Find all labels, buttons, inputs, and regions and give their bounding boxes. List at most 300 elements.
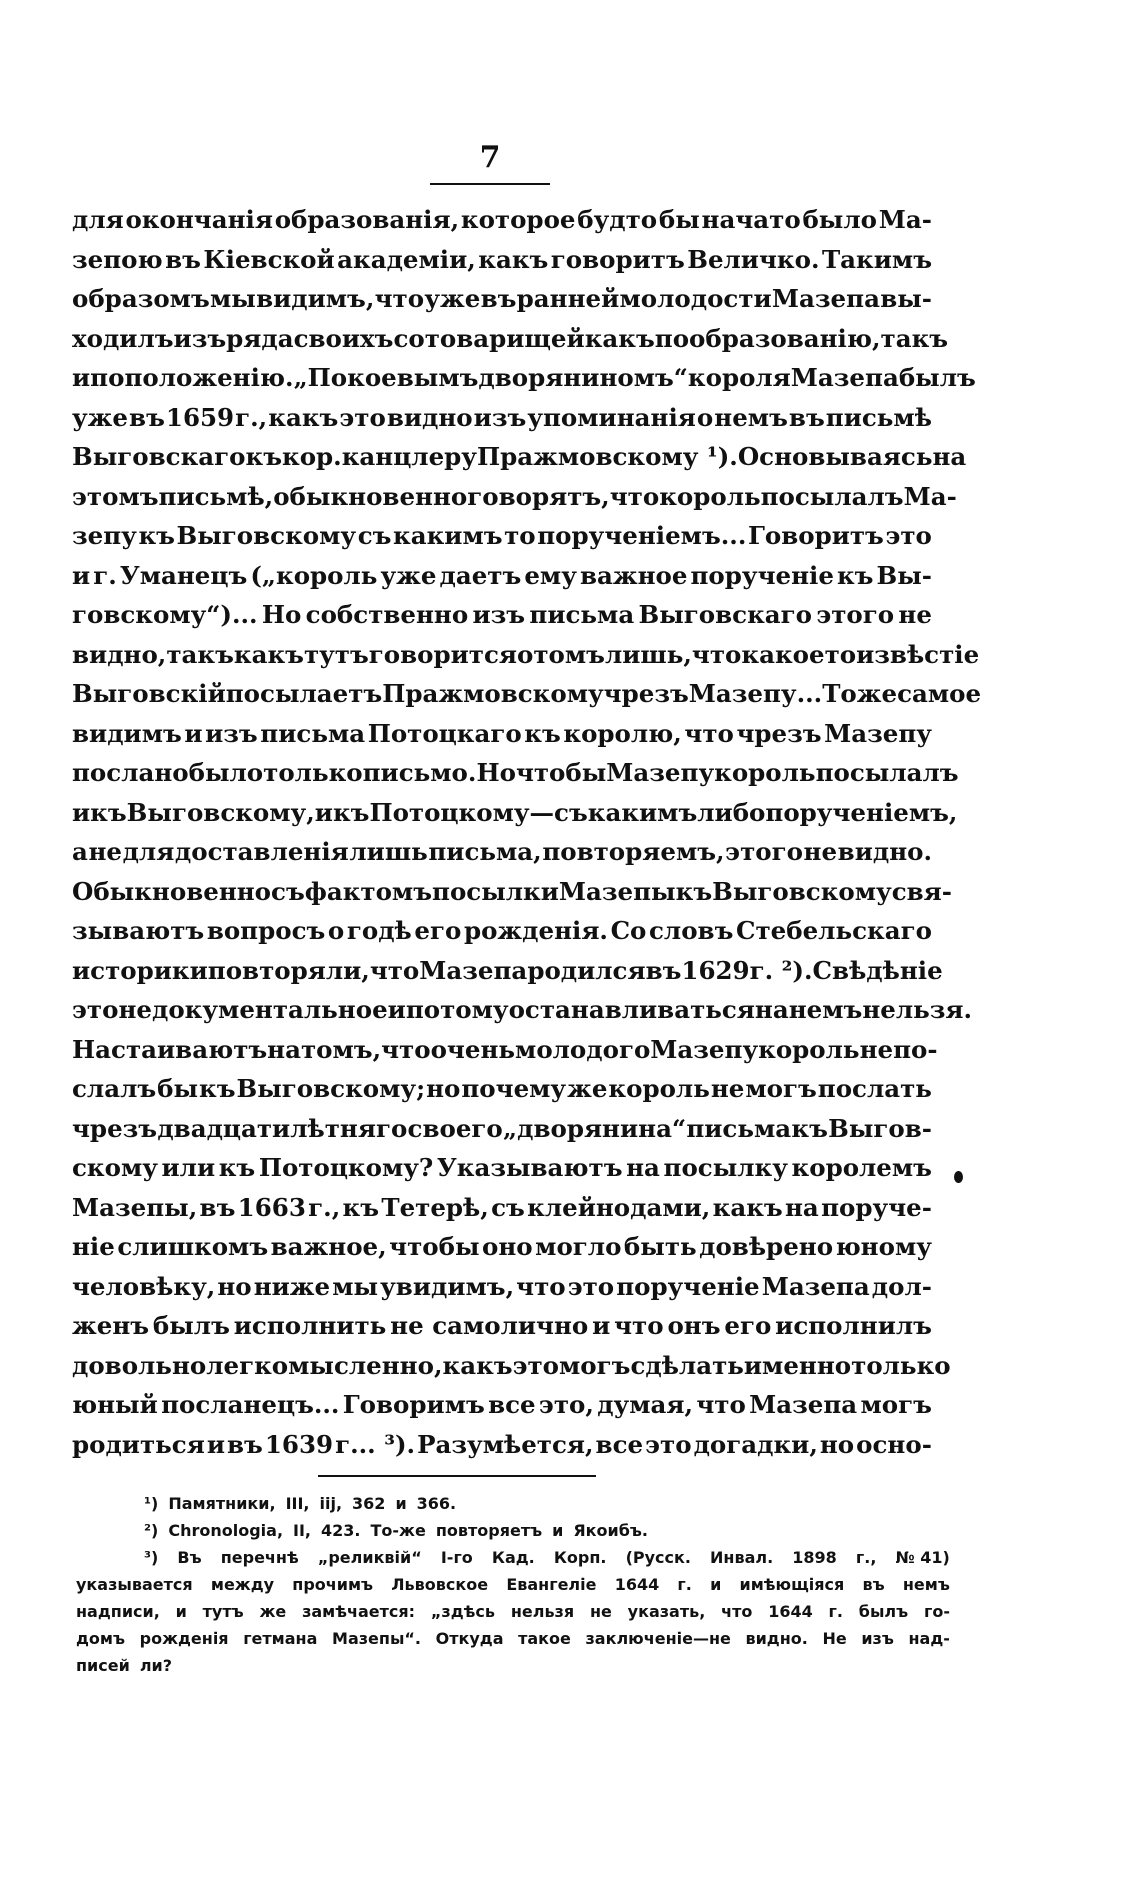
word: Пражмовскому [382, 679, 604, 708]
word: и [592, 1311, 611, 1340]
word: Такимъ [821, 244, 932, 274]
word: ниже [253, 1271, 331, 1301]
word: 1639 [264, 1429, 334, 1459]
word: видимъ, [256, 284, 375, 313]
text-line [72, 1109, 932, 1149]
word: и [184, 718, 203, 748]
word: его [414, 916, 462, 945]
word: въ [129, 402, 165, 432]
word: Основываясь [737, 442, 933, 471]
text-line [72, 832, 932, 872]
word: говоритъ [550, 244, 685, 274]
word: а [72, 837, 88, 866]
word: послано [72, 758, 189, 787]
word: томъ [533, 639, 605, 669]
text-line [72, 635, 980, 675]
footnote-word: прочимъ [292, 1575, 374, 1594]
word: Выговскій [72, 679, 226, 708]
word: осно- [856, 1429, 932, 1459]
word: посланецъ... [161, 1390, 340, 1419]
text-line [72, 358, 976, 398]
word: къ [138, 521, 175, 550]
word: но [819, 1429, 855, 1459]
word: могъ [860, 1390, 932, 1419]
text-line [72, 1227, 932, 1267]
word: поруче- [821, 1192, 932, 1222]
word: онъ [667, 1311, 721, 1340]
word: Указываютъ [436, 1153, 623, 1182]
word: слишкомъ [117, 1232, 269, 1261]
word: потому [405, 995, 509, 1024]
word: на [267, 1034, 301, 1064]
footnote-word: въ [862, 1575, 885, 1594]
word: лишь, [604, 639, 692, 669]
word: Потоцкаго [367, 718, 522, 748]
word: не [859, 1034, 894, 1064]
word: своихъ [293, 323, 394, 353]
text-line [72, 319, 949, 359]
word: Потоцкому? [258, 1153, 434, 1182]
word: и [387, 995, 406, 1024]
footnote-word: 1644 [768, 1602, 813, 1621]
word: въ [788, 402, 825, 432]
footnote-word: Откуда [435, 1629, 504, 1648]
word: все [488, 1390, 536, 1419]
word: видимъ [72, 718, 182, 748]
word: былъ [898, 363, 976, 392]
word: „Покоевымъ [293, 363, 479, 392]
footnote-word: тутъ [202, 1602, 244, 1621]
word: и [72, 363, 91, 392]
word: говорятъ, [467, 481, 610, 511]
footnote-word: III, [285, 1494, 310, 1513]
footnote-word: г. [828, 1602, 843, 1621]
footnote-word: замѣчается: [302, 1602, 416, 1621]
word: Уманецъ [119, 560, 248, 590]
word: Пражмовскому ¹). [476, 442, 738, 471]
text-line [72, 1306, 932, 1346]
word: мы [332, 1271, 379, 1301]
footnote-word: нельзя [510, 1602, 575, 1621]
word: кор. [282, 442, 342, 471]
word: это [567, 1271, 615, 1301]
text-line [72, 556, 932, 596]
footnote-word: 1644 [614, 1575, 660, 1594]
word: могло [535, 1232, 622, 1261]
word: слалъ [72, 1074, 157, 1103]
word: съ [271, 876, 305, 906]
word: въ [165, 244, 201, 274]
footnote-word: Якоибъ. [573, 1521, 648, 1540]
footnote-word: перечнѣ [220, 1548, 299, 1567]
footnote-word: и [552, 1521, 564, 1540]
word: какъ [268, 402, 339, 432]
word: Мазепу [606, 758, 715, 787]
word: изъ [205, 718, 258, 748]
word: Потоцкому—съ [369, 797, 588, 827]
word: къ [836, 560, 874, 590]
word: все [595, 1429, 644, 1459]
footnote-word: II, [293, 1521, 311, 1540]
word: письмѣ [825, 402, 932, 432]
word: самое [897, 679, 982, 708]
footnote-word: немъ [902, 1575, 950, 1594]
footnote-line [76, 1571, 950, 1598]
footnote-word: 423. [321, 1521, 361, 1540]
word: Стебельскаго [735, 916, 932, 945]
word: такъ [166, 639, 234, 669]
word: видно, [72, 639, 167, 669]
text-line [72, 1346, 951, 1386]
footnotes [76, 1490, 950, 1679]
word: повторяли, [207, 955, 370, 985]
footnote-word: г. [677, 1575, 692, 1594]
word: то [824, 639, 857, 669]
footnote-line [76, 1598, 950, 1625]
word: письма, [428, 837, 542, 866]
text-line [72, 240, 932, 280]
word: То [822, 679, 857, 708]
word: 1663 [237, 1192, 306, 1222]
word: словъ [649, 916, 734, 945]
word: письма [260, 718, 366, 748]
word: чтобы [515, 758, 607, 787]
word: Свѣдѣніе [812, 955, 943, 985]
word: не самолично [390, 1311, 589, 1340]
footnote-word: ¹) [144, 1494, 159, 1513]
word: уже [424, 284, 481, 313]
word: Мазепа [419, 955, 528, 985]
word: легкомысленно, [206, 1350, 443, 1380]
footnote-line [76, 1625, 950, 1652]
word: какъ [584, 323, 655, 353]
word: въ [480, 284, 517, 313]
text-line [72, 872, 952, 912]
word: важное, [270, 1232, 387, 1261]
word: посылку [663, 1153, 788, 1182]
word: г., [308, 1192, 341, 1222]
word: Тетерѣ, [381, 1192, 489, 1222]
footnote-word: что [721, 1602, 753, 1621]
word: письма [686, 1113, 792, 1143]
word: собственно [305, 600, 469, 629]
word: зепою [72, 244, 163, 274]
word: о [696, 402, 714, 432]
word: для [72, 205, 124, 234]
word: къ [791, 1113, 828, 1143]
word: какое [741, 639, 825, 669]
word: Выговскому, [126, 797, 315, 827]
word: не [710, 1074, 745, 1103]
word: бы [658, 205, 700, 234]
footnote-word: же [259, 1602, 287, 1621]
word: въ [199, 1192, 236, 1222]
word: но [217, 1271, 252, 1301]
footnote-word: имѣющіяся [739, 1575, 845, 1594]
word: по- [893, 1034, 938, 1064]
word: думая, [597, 1390, 694, 1419]
footnote-word: видно. [745, 1629, 808, 1648]
text-line [72, 1425, 932, 1465]
footnote-word: Евангеліе [506, 1575, 597, 1594]
word: Выговскому [176, 521, 357, 550]
body-text [72, 200, 982, 1464]
word: ряда [226, 323, 294, 353]
word: Мазепа [761, 1271, 870, 1301]
text-line [72, 674, 982, 714]
word: молодого [515, 1034, 651, 1064]
footnote-word: заключеніе—не [585, 1629, 731, 1648]
word: фактомъ [304, 876, 433, 906]
word: не [898, 600, 932, 629]
word: и [72, 797, 91, 827]
word: г., [235, 402, 268, 432]
word: сотоварищей [393, 323, 585, 353]
text-line [72, 279, 932, 319]
footnote-word: То-же [370, 1521, 426, 1540]
word: что [369, 955, 420, 985]
word: оно [482, 1232, 533, 1261]
word: исполнить [233, 1311, 387, 1340]
word: догадки, [693, 1429, 818, 1459]
footnote-word: Памятники, [168, 1494, 276, 1513]
word: что [381, 1034, 431, 1064]
word: ніе [72, 1232, 115, 1261]
footnote-word: Въ [177, 1548, 202, 1567]
footnote-word: Инвал. [710, 1548, 774, 1567]
word: письмо. [362, 758, 477, 787]
footnote-word: между [210, 1575, 275, 1594]
word: увидимъ, [380, 1271, 515, 1301]
word: къ [342, 1192, 380, 1222]
word: королю, [563, 718, 682, 748]
footnote-word: Кад. [491, 1548, 535, 1567]
word: это [645, 1429, 692, 1459]
word: будто [577, 205, 658, 234]
word: повторяемъ, [542, 837, 725, 866]
footnote-line [76, 1517, 950, 1544]
word: такъ [880, 323, 949, 353]
footnote-word: го- [923, 1602, 950, 1621]
word: клейнодами, [527, 1192, 711, 1222]
word: человѣку, [72, 1271, 216, 1301]
footnote-word: (Русск. [625, 1548, 691, 1567]
word: свя- [891, 876, 952, 906]
footnote-line [76, 1490, 950, 1517]
footnote-word: домъ [76, 1629, 126, 1648]
word: порученіемъ, [765, 797, 958, 827]
word: видно. [837, 837, 932, 866]
word: къ [218, 1153, 256, 1182]
word: уже [72, 402, 129, 432]
word: Настаиваютъ [72, 1034, 268, 1064]
word: ходилъ [72, 323, 174, 353]
word: обыкновенно [273, 481, 468, 511]
word: Но [476, 758, 516, 787]
word: король [608, 1074, 710, 1103]
footnote-word: над- [908, 1629, 950, 1648]
word: мы [209, 284, 256, 313]
word: съ [357, 521, 392, 550]
word: не [803, 837, 838, 866]
word: о [327, 916, 345, 945]
word: или [161, 1153, 216, 1182]
word: немъ [788, 995, 863, 1024]
word: молодости [619, 284, 772, 313]
word: Мазепу [824, 718, 932, 748]
text-line [72, 1267, 932, 1307]
footnote-word: № 41) [895, 1548, 950, 1567]
word: скому [72, 1153, 158, 1182]
footnote-word: указывается [76, 1575, 193, 1594]
word: двадцатилѣтняго [157, 1113, 408, 1143]
word: какимъ [393, 521, 503, 550]
word: юный [72, 1390, 158, 1419]
word: 1629 [681, 955, 750, 985]
word: женъ [72, 1311, 150, 1340]
word: какъ [233, 639, 304, 669]
word: порученіемъ... [537, 521, 747, 550]
footnote-word: „реликвій“ [317, 1548, 422, 1567]
footnote-word: ³) [144, 1548, 159, 1567]
word: извѣстіе [856, 639, 980, 669]
word: чрезъ [72, 1113, 158, 1143]
word: было [802, 205, 877, 234]
word: Мазепа [771, 284, 880, 313]
word: начато [701, 205, 801, 234]
word: это [885, 521, 932, 550]
footnote-word: I-го [440, 1548, 473, 1567]
word: для [122, 837, 175, 866]
word: изъ [473, 402, 527, 432]
word: Мазепа [790, 363, 899, 392]
word: видно [386, 402, 473, 432]
word: бы [157, 1074, 199, 1103]
word: Величко. [687, 244, 820, 274]
word: посылалъ [815, 758, 959, 787]
word: немъ [714, 402, 788, 432]
word: посылалъ [760, 481, 904, 511]
word: Выгов- [828, 1113, 932, 1143]
word: могъ [559, 1350, 631, 1380]
text-line [72, 1188, 932, 1228]
word: о [517, 639, 534, 669]
word: Говоримъ [342, 1390, 485, 1419]
footnote-word: указать, [627, 1602, 706, 1621]
word: на [626, 1153, 660, 1182]
word: къ [90, 797, 127, 827]
word: положенію. [124, 363, 294, 392]
word: почему [461, 1074, 567, 1103]
word: же [856, 679, 898, 708]
word: король [659, 481, 761, 511]
word: это [512, 1350, 560, 1380]
footnote-word: ли? [139, 1656, 173, 1675]
word: Говоритъ [747, 521, 884, 550]
word: и [72, 560, 91, 590]
word: къ [332, 797, 370, 827]
word: не [118, 995, 152, 1024]
word: изъ [173, 323, 227, 353]
word: король [714, 758, 816, 787]
word: могъ [745, 1074, 817, 1103]
word: это, [538, 1390, 594, 1419]
word: изъ [472, 600, 526, 629]
word: ранней [516, 284, 620, 313]
word: родиться [72, 1429, 205, 1459]
word: на [932, 442, 967, 471]
word: же [567, 1074, 608, 1103]
word: что [696, 1390, 746, 1419]
word: что [691, 639, 742, 669]
footnote-line [76, 1544, 950, 1571]
word: это [339, 402, 386, 432]
word: окончанія [125, 205, 273, 234]
footnote-word: рожденія [139, 1629, 229, 1648]
word: исполнилъ [775, 1311, 932, 1340]
word: его [724, 1311, 772, 1340]
word: останавливаться [508, 995, 755, 1024]
word: родился [527, 955, 646, 985]
word: Мазепу [650, 1034, 759, 1064]
word: говорится [368, 639, 518, 669]
word: упоминанія [527, 402, 696, 432]
word: королемъ [791, 1153, 932, 1182]
word: тутъ [303, 639, 369, 669]
word: важное [579, 560, 688, 590]
word: Но [261, 600, 302, 629]
word: образованію, [689, 323, 881, 353]
word: вопросъ [206, 916, 326, 945]
footnote-word: и [395, 1494, 407, 1513]
word: ему [524, 560, 577, 590]
word: зепу [72, 521, 137, 550]
footnote-word: и [710, 1575, 722, 1594]
footnote-divider [318, 1475, 596, 1477]
word: къ [245, 442, 282, 471]
word: нельзя. [862, 995, 973, 1024]
word: только [263, 758, 363, 787]
word: что [516, 1271, 566, 1301]
text-line [72, 595, 932, 635]
word: посылки [432, 876, 559, 906]
word: послать [817, 1074, 932, 1103]
footnote-word: Не [822, 1629, 847, 1648]
footnote-word: не [589, 1602, 612, 1621]
footnote-word: и [175, 1602, 187, 1621]
text-line [72, 398, 932, 438]
word: Ма- [878, 205, 932, 234]
text-line [72, 1148, 932, 1188]
word: документальное [151, 995, 388, 1024]
word: юному [835, 1232, 932, 1261]
word: по [654, 323, 690, 353]
word: („король [250, 560, 378, 590]
text-line [72, 1030, 938, 1070]
word: томъ, [300, 1034, 382, 1064]
word: что [684, 718, 734, 748]
footnote-word: Львовское [391, 1575, 489, 1594]
text-line [72, 477, 957, 517]
word: дол- [871, 1271, 932, 1301]
word: какимъ [587, 797, 698, 827]
word: чрезъ [736, 718, 822, 748]
word: что [374, 284, 425, 313]
word: что [609, 481, 660, 511]
word: очень [430, 1034, 516, 1064]
word: дворяниномъ“ [478, 363, 688, 392]
word: довольно [72, 1350, 207, 1380]
